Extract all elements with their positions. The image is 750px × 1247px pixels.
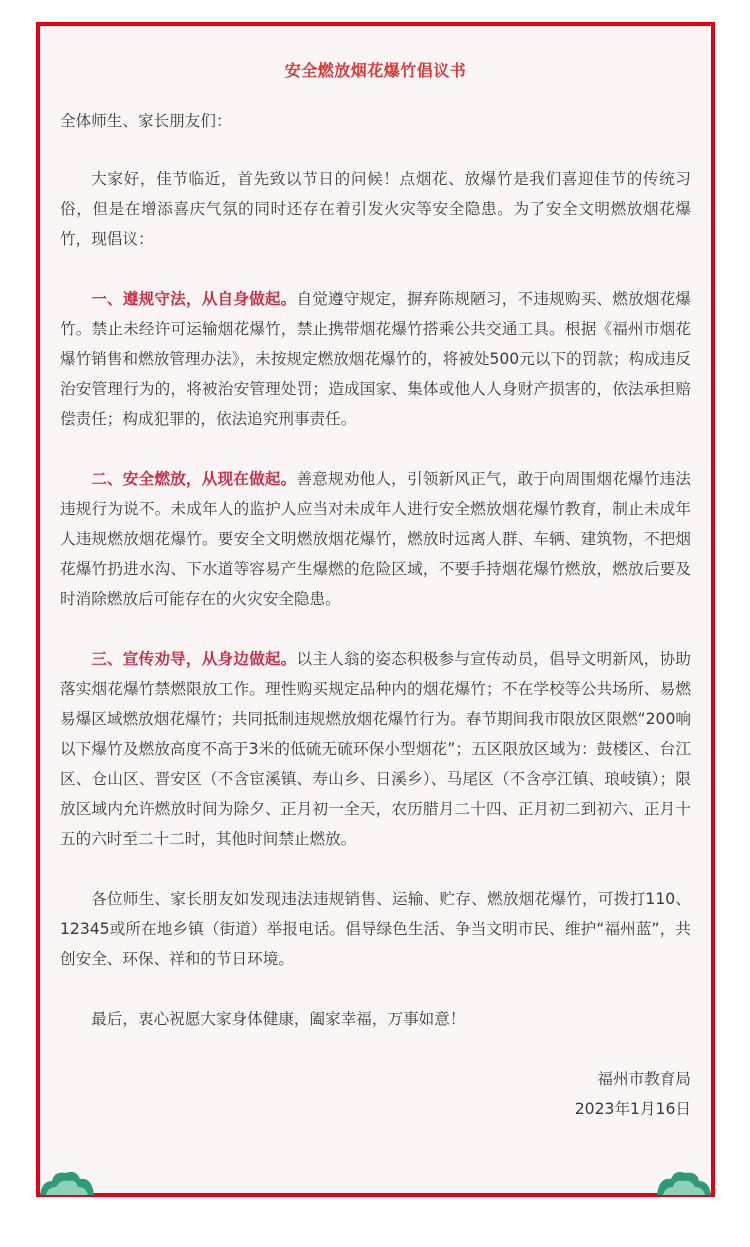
report-paragraph: 各位师生、家长朋友如发现违法违规销售、运输、贮存、燃放烟花爆竹，可拨打110、12345或所在地乡镇（街道）举报电话。倡导绿色生活、争当文明市民、维护“福州蓝”，共创安全、环保、祥和的节日环境。	[60, 890, 691, 968]
section-3-heading: 三、宣传劝导，从身边做起。	[91, 650, 297, 668]
section-3	[60, 644, 691, 854]
section-3-body: 以主人翁的姿态积极参与宣传动员，倡导文明新风，协助落实烟花爆竹禁燃限放工作。理性购买规定品种内的烟花爆竹；不在学校等公共场所、易燃易爆区域燃放烟花爆竹；共同抵制违规燃放烟花爆竹行为。春节期间我市限放区限燃“200响以下爆竹及燃放高度不高于3米的低硫无硫环保小型烟花”；五区限放区域为：鼓楼区、台江区、仓山区、晋安区（不含宦溪镇、寿山乡、日溪乡）、马尾区（不含亭江镇、琅岐镇）；限放区域内允许燃放时间为除夕、正月初一全天，农历腊月二十四、正月初二到初六、正月十五的六时至二十二时，其他时间禁止燃放。	[60, 650, 691, 848]
document-frame	[36, 22, 715, 1197]
intro-paragraph: 大家好，佳节临近，首先致以节日的问候！点烟花、放爆竹是我们喜迎佳节的传统习俗，但是在增添喜庆气氛的同时还存在着引发火灾等安全隐患。为了安全文明燃放烟花爆竹，现倡议：	[60, 170, 691, 248]
section-2-body: 善意规劝他人，引领新风正气，敢于向周围烟花爆竹违法违规行为说不。未成年人的监护人应当对未成年人进行安全燃放烟花爆竹教育，制止未成年人违规燃放烟花爆竹。要安全文明燃放烟花爆竹，燃放时远离人群、车辆、建筑物，不把烟花爆竹扔进水沟、下水道等容易产生爆燃的危险区域，不要手持烟花爆竹燃放，燃放后要及时消除燃放后可能存在的火灾安全隐患。	[60, 470, 691, 608]
section-1-heading: 一、遵规守法，从自身做起。	[91, 290, 297, 308]
section-2	[60, 464, 691, 614]
section-1	[60, 284, 691, 434]
cloud-decoration-left-icon	[40, 1169, 94, 1195]
document-body	[60, 106, 691, 1124]
greeting: 全体师生、家长朋友们：	[60, 112, 232, 130]
signature: 福州市教育局	[597, 1070, 691, 1088]
closing-paragraph: 最后，衷心祝愿大家身体健康，阖家幸福，万事如意！	[91, 1010, 466, 1028]
cloud-decoration-right-icon	[657, 1169, 711, 1195]
date: 2023年1月16日	[574, 1100, 691, 1118]
section-1-body: 自觉遵守规定，摒弃陈规陋习，不违规购买、燃放烟花爆竹。禁止未经许可运输烟花爆竹，禁止携带烟花爆竹搭乘公共交通工具。根据《福州市烟花爆竹销售和燃放管理办法》，未按规定燃放烟花爆竹的，将被处500元以下的罚款；构成违反治安管理行为的，将被治安管理处罚；造成国家、集体或他人人身财产损害的，依法承担赔偿责任；构成犯罪的，依法追究刑事责任。	[60, 290, 691, 428]
section-2-heading: 二、安全燃放，从现在做起。	[91, 470, 297, 488]
signature-block	[60, 1064, 691, 1124]
document-title: 安全燃放烟花爆竹倡议书	[284, 61, 467, 80]
